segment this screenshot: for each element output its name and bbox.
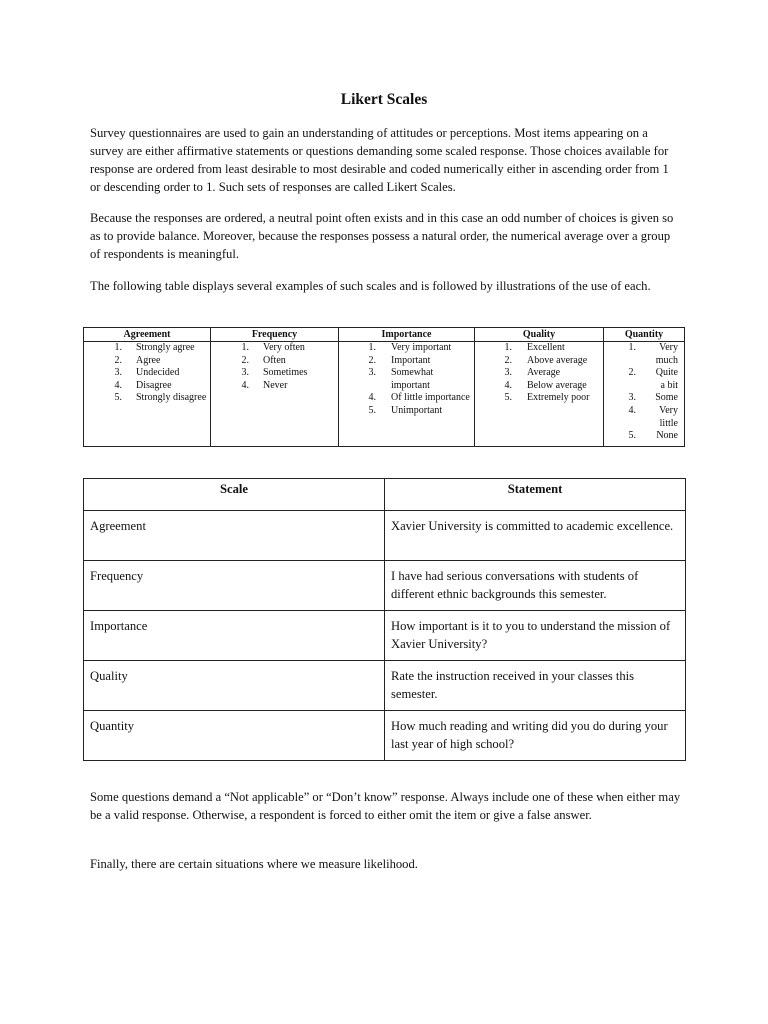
option-label: Strongly disagree: [136, 392, 207, 404]
table-row: [84, 561, 686, 611]
scale-option: [84, 392, 210, 405]
scale-option: [339, 355, 474, 368]
option-number: 5.: [628, 430, 636, 442]
scale-option: [211, 380, 338, 393]
option-number: 5.: [368, 404, 376, 416]
option-number: 3.: [368, 367, 376, 379]
option-label: Never: [263, 379, 288, 391]
option-label: Undecided: [136, 367, 180, 379]
not-applicable-paragraph: Some questions demand a “Not applicable” or “Don’t know” response. Always include one of these when either may be a valid response. Otherwise, a respondent is forced to either omit the item or give a false answer.: [90, 790, 681, 822]
option-number: 1.: [504, 342, 512, 353]
intro-paragraph: Survey questionnaires are used to gain an understanding of attitudes or perceptions. Most items appearing on a survey are either affirmative statements or questions demanding some scaled response. Those choices available for response are ordered from least desirable to most desirable and coded numerically either in ascending order from 1 or descending order to 1. Such sets of responses are called Likert Scales.: [90, 126, 669, 194]
option-label: Sometimes: [263, 367, 308, 379]
option-label: Agree: [136, 354, 161, 366]
scale-option: [84, 342, 210, 355]
scale-options-quantity: [604, 342, 685, 447]
option-label: Somewhat important: [391, 367, 434, 391]
table-row: [84, 611, 686, 661]
option-number: 2.: [504, 354, 512, 366]
option-number: 1.: [114, 342, 122, 353]
option-number: 3.: [628, 392, 636, 404]
scale-option: [339, 367, 474, 392]
option-label: Extremely poor: [527, 392, 590, 404]
option-label: Excellent: [527, 342, 565, 353]
option-label: Very often: [263, 342, 305, 353]
scale-cell: Importance: [84, 611, 385, 661]
statement-cell: Rate the instruction received in your classes this semester.: [385, 661, 686, 711]
scale-options-frequency: [211, 342, 339, 447]
examples-header-statement: Statement: [385, 479, 686, 511]
option-number: 5.: [114, 392, 122, 404]
option-label: Some: [655, 392, 678, 404]
option-label: Very important: [391, 342, 452, 353]
scale-option: [604, 342, 684, 367]
option-number: 2.: [368, 354, 376, 366]
scale-options-importance: [339, 342, 475, 447]
statement-cell: I have had serious conversations with students of different ethnic backgrounds this semester.: [385, 561, 686, 611]
statement-cell: How much reading and writing did you do during your last year of high school?: [385, 711, 686, 761]
option-label: Important: [391, 354, 431, 366]
scale-option: [339, 392, 474, 405]
option-label: Below average: [527, 379, 587, 391]
statement-cell: Xavier University is committed to academic excellence.: [385, 511, 686, 561]
scale-cell: Frequency: [84, 561, 385, 611]
option-number: 5.: [504, 392, 512, 404]
likelihood-paragraph: Finally, there are certain situations where we measure likelihood.: [90, 857, 418, 871]
option-label: Often: [263, 354, 286, 366]
scale-option: [604, 392, 684, 405]
scale-option: [604, 430, 684, 443]
option-label: Disagree: [136, 379, 172, 391]
option-number: 2.: [114, 354, 122, 366]
scale-cell: Quality: [84, 661, 385, 711]
scale-header-quantity: Quantity: [604, 328, 685, 342]
table-row: [84, 661, 686, 711]
examples-header-scale: Scale: [84, 479, 385, 511]
option-label: Of little importance: [391, 392, 470, 404]
scale-header-importance: Importance: [339, 328, 475, 342]
option-number: 2.: [241, 354, 249, 366]
scale-option: [211, 355, 338, 368]
scale-option: [475, 367, 603, 380]
scale-option: [84, 367, 210, 380]
option-label: Average: [527, 367, 561, 379]
option-number: 4.: [114, 379, 122, 391]
scale-header-quality: Quality: [475, 328, 604, 342]
table-intro-paragraph: The following table displays several examples of such scales and is followed by illustrations of the use of each.: [90, 279, 651, 293]
option-number: 3.: [504, 367, 512, 379]
option-label: Quite a bit: [655, 367, 678, 391]
page-title: Likert Scales: [340, 91, 428, 108]
option-label: Above average: [527, 354, 588, 366]
scale-option: [604, 405, 684, 430]
scale-examples-table: [83, 478, 686, 761]
scale-option: [339, 405, 474, 418]
scale-cell: Quantity: [84, 711, 385, 761]
option-label: Very much: [655, 342, 678, 366]
scale-option: [211, 367, 338, 380]
scale-option: [339, 342, 474, 355]
scale-option: [475, 380, 603, 393]
scale-options-quality: [475, 342, 604, 447]
statement-cell: How important is it to you to understand the mission of Xavier University?: [385, 611, 686, 661]
option-label: Unimportant: [391, 404, 443, 416]
table-row: [84, 511, 686, 561]
option-number: 4.: [504, 379, 512, 391]
likert-scales-table: [83, 327, 685, 447]
option-number: 4.: [241, 379, 249, 391]
scale-header-frequency: Frequency: [211, 328, 339, 342]
option-number: 1.: [628, 342, 636, 353]
option-number: 3.: [241, 367, 249, 379]
scale-options-agreement: [84, 342, 211, 447]
scale-option: [84, 355, 210, 368]
scale-option: [84, 380, 210, 393]
scale-option: [475, 355, 603, 368]
option-label: Very little: [659, 404, 678, 429]
scale-option: [604, 367, 684, 392]
option-number: 3.: [114, 367, 122, 379]
scale-option: [475, 392, 603, 405]
ordered-responses-paragraph: Because the responses are ordered, a neutral point often exists and in this case an odd number of choices is given so as to provide balance. Moreover, because the responses possess a natural order, the numerical average over a group of respondents is meaningful.: [90, 211, 674, 261]
option-label: None: [656, 430, 678, 442]
scale-cell: Agreement: [84, 511, 385, 561]
option-label: Strongly agree: [136, 342, 195, 353]
option-number: 1.: [241, 342, 249, 353]
option-number: 2.: [628, 367, 636, 379]
table-row: [84, 711, 686, 761]
scale-header-agreement: Agreement: [84, 328, 211, 342]
option-number: 4.: [368, 392, 376, 404]
scale-option: [211, 342, 338, 355]
scale-option: [475, 342, 603, 355]
option-number: 4.: [628, 404, 636, 416]
option-number: 1.: [368, 342, 376, 353]
